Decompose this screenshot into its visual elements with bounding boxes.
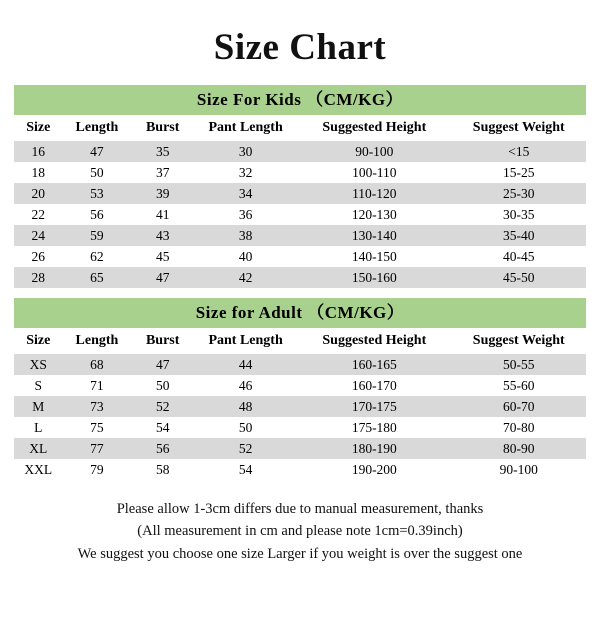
cell-burst: 41 (131, 204, 194, 225)
cell-pant-length: 52 (194, 438, 297, 459)
notes-block (0, 498, 600, 565)
cell-suggest-weight: 30-35 (452, 204, 586, 225)
cell-length: 73 (63, 396, 132, 417)
cell-size: XS (14, 354, 63, 375)
cell-suggest-weight: 35-40 (452, 225, 586, 246)
column-header-size: Size (14, 115, 63, 141)
cell-length: 79 (63, 459, 132, 480)
note-line-1: Please allow 1-3cm differs due to manual measurement, thanks (116, 501, 484, 517)
cell-size: 16 (14, 141, 63, 162)
cell-size: 22 (14, 204, 63, 225)
cell-suggested-height: 100-110 (297, 162, 451, 183)
cell-size: 20 (14, 183, 63, 204)
column-header-suggest-weight: Suggest Weight (452, 328, 586, 354)
cell-burst: 58 (131, 459, 194, 480)
kids-table-header-row (14, 115, 586, 141)
table-row (14, 375, 586, 396)
cell-burst: 47 (131, 267, 194, 288)
table-row (14, 459, 586, 480)
cell-suggested-height: 140-150 (297, 246, 451, 267)
cell-burst: 45 (131, 246, 194, 267)
kids-size-table (14, 85, 586, 288)
adult-table-band-row (14, 298, 586, 328)
cell-length: 75 (63, 417, 132, 438)
cell-size: L (14, 417, 63, 438)
cell-burst: 47 (131, 354, 194, 375)
cell-burst: 56 (131, 438, 194, 459)
cell-burst: 37 (131, 162, 194, 183)
cell-pant-length: 44 (194, 354, 297, 375)
adult-table-header-row (14, 328, 586, 354)
cell-suggest-weight: 55-60 (452, 375, 586, 396)
cell-suggest-weight: 80-90 (452, 438, 586, 459)
cell-suggested-height: 160-170 (297, 375, 451, 396)
cell-suggest-weight: 15-25 (452, 162, 586, 183)
cell-burst: 52 (131, 396, 194, 417)
page-title: Size Chart (213, 27, 387, 68)
size-chart-page (0, 26, 600, 626)
column-header-pant-length: Pant Length (194, 115, 297, 141)
cell-suggested-height: 190-200 (297, 459, 451, 480)
cell-length: 77 (63, 438, 132, 459)
cell-length: 65 (63, 267, 132, 288)
cell-burst: 50 (131, 375, 194, 396)
column-header-length: Length (63, 115, 132, 141)
adult-table-wrapper (14, 298, 586, 480)
cell-length: 62 (63, 246, 132, 267)
cell-pant-length: 48 (194, 396, 297, 417)
cell-suggest-weight: 50-55 (452, 354, 586, 375)
table-row (14, 225, 586, 246)
cell-length: 68 (63, 354, 132, 375)
kids-table-band: Size For Kids （CM/KG） (14, 85, 586, 115)
cell-pant-length: 40 (194, 246, 297, 267)
cell-length: 59 (63, 225, 132, 246)
cell-suggest-weight: 45-50 (452, 267, 586, 288)
kids-table-band-row (14, 85, 586, 115)
table-row (14, 396, 586, 417)
cell-pant-length: 42 (194, 267, 297, 288)
table-row (14, 246, 586, 267)
cell-suggest-weight: 25-30 (452, 183, 586, 204)
cell-suggested-height: 160-165 (297, 354, 451, 375)
table-row (14, 438, 586, 459)
table-spacer (0, 288, 600, 298)
adult-size-table (14, 298, 586, 480)
cell-length: 71 (63, 375, 132, 396)
column-header-burst: Burst (131, 115, 194, 141)
cell-burst: 35 (131, 141, 194, 162)
note-line-3: We suggest you choose one size Larger if you weight is over the suggest one (77, 545, 523, 562)
column-header-pant-length: Pant Length (194, 328, 297, 354)
cell-suggest-weight: 40-45 (452, 246, 586, 267)
cell-size: 26 (14, 246, 63, 267)
cell-suggest-weight: 90-100 (452, 459, 586, 480)
cell-pant-length: 30 (194, 141, 297, 162)
cell-suggested-height: 170-175 (297, 396, 451, 417)
cell-pant-length: 32 (194, 162, 297, 183)
cell-size: S (14, 375, 63, 396)
cell-size: XL (14, 438, 63, 459)
cell-suggested-height: 180-190 (297, 438, 451, 459)
table-row (14, 204, 586, 225)
table-row (14, 162, 586, 183)
note-line-2: (All measurement in cm and please note 1cm=0.39inch) (137, 523, 463, 540)
cell-pant-length: 38 (194, 225, 297, 246)
table-row (14, 141, 586, 162)
cell-pant-length: 50 (194, 417, 297, 438)
cell-suggested-height: 150-160 (297, 267, 451, 288)
cell-pant-length: 46 (194, 375, 297, 396)
cell-length: 47 (63, 141, 132, 162)
cell-length: 56 (63, 204, 132, 225)
cell-length: 53 (63, 183, 132, 204)
table-row (14, 267, 586, 288)
column-header-suggested-height: Suggested Height (297, 328, 451, 354)
cell-pant-length: 36 (194, 204, 297, 225)
cell-burst: 54 (131, 417, 194, 438)
column-header-size: Size (14, 328, 63, 354)
column-header-burst: Burst (131, 328, 194, 354)
column-header-suggested-height: Suggested Height (297, 115, 451, 141)
cell-suggested-height: 90-100 (297, 141, 451, 162)
cell-suggest-weight: 60-70 (452, 396, 586, 417)
column-header-length: Length (63, 328, 132, 354)
cell-suggested-height: 120-130 (297, 204, 451, 225)
cell-suggested-height: 110-120 (297, 183, 451, 204)
cell-suggest-weight: <15 (452, 141, 586, 162)
cell-size: 28 (14, 267, 63, 288)
cell-size: 18 (14, 162, 63, 183)
table-row (14, 417, 586, 438)
cell-size: 24 (14, 225, 63, 246)
cell-burst: 43 (131, 225, 194, 246)
kids-table-wrapper (14, 85, 586, 288)
cell-pant-length: 34 (194, 183, 297, 204)
table-row (14, 183, 586, 204)
cell-suggested-height: 175-180 (297, 417, 451, 438)
cell-length: 50 (63, 162, 132, 183)
cell-size: XXL (14, 459, 63, 480)
table-row (14, 354, 586, 375)
cell-pant-length: 54 (194, 459, 297, 480)
cell-suggested-height: 130-140 (297, 225, 451, 246)
column-header-suggest-weight: Suggest Weight (452, 115, 586, 141)
cell-burst: 39 (131, 183, 194, 204)
cell-size: M (14, 396, 63, 417)
adult-table-band: Size for Adult （CM/KG） (14, 298, 586, 328)
cell-suggest-weight: 70-80 (452, 417, 586, 438)
